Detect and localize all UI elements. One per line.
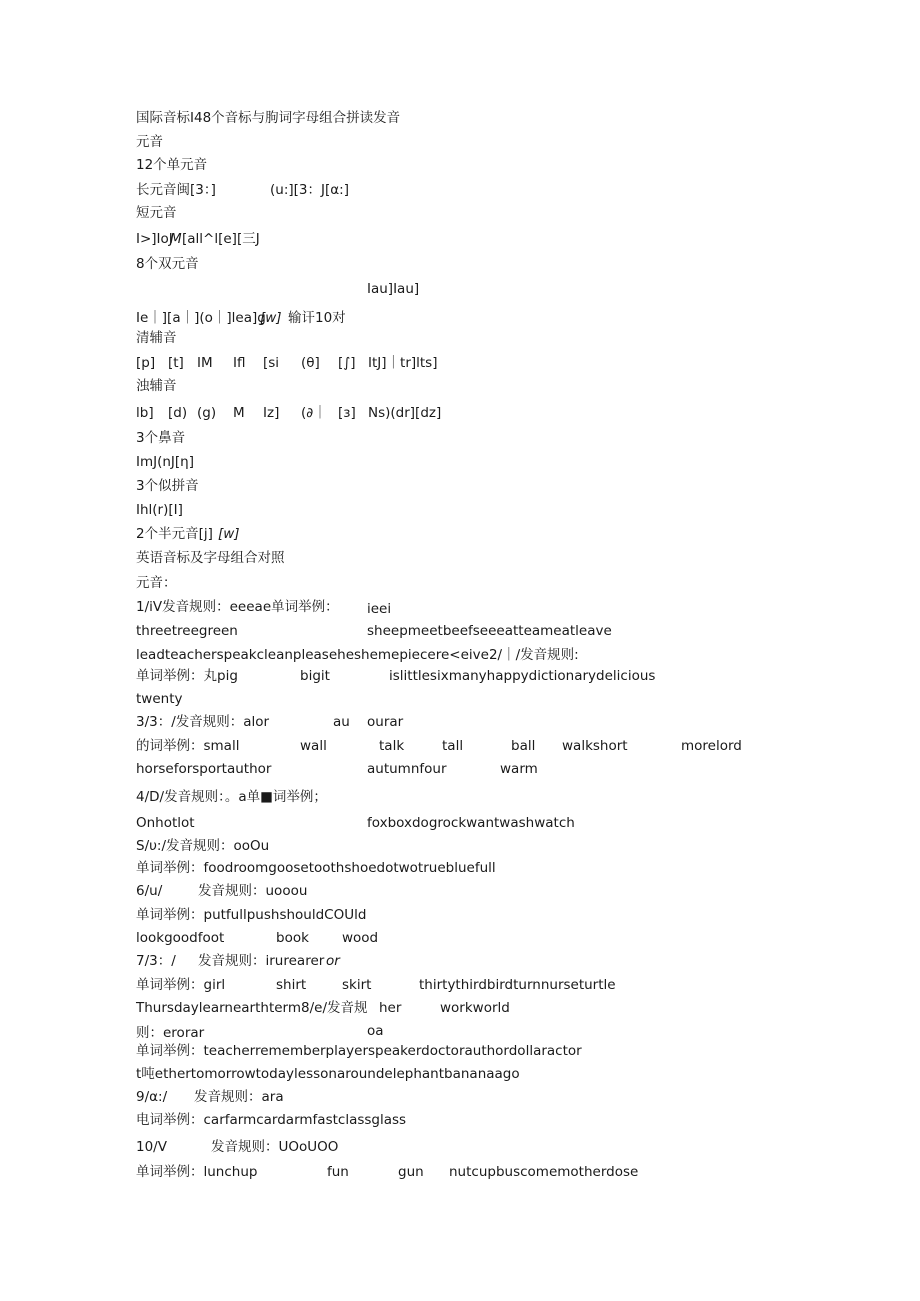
long-vowels-line (136, 181, 736, 199)
diphthongs-line-2 (136, 309, 736, 327)
rule-1: 1∕iV发音规则：eeeae单词举例： (136, 599, 339, 615)
document-title: 国际音标I48个音标与朐词字母组合拼读发音 (136, 110, 401, 126)
rule-1-tail: ieei (367, 601, 392, 617)
rule-7-line (136, 952, 536, 970)
vowels-heading: 元音 (136, 134, 163, 150)
voiceless-row (136, 354, 736, 372)
rule-3-ourar: ourar (367, 714, 404, 730)
rule-10-detail: 发音规则：UOoUOO (211, 1139, 339, 1155)
rule-6-detail: 发音规则：uooou (198, 883, 308, 899)
voiceless-heading: 清辅音 (136, 330, 177, 346)
rule-3-au: au (333, 714, 350, 730)
short-vowels-b: M (170, 231, 182, 247)
example-10a: 单词举例：lunchup (136, 1164, 258, 1180)
semivowels-line (136, 525, 436, 543)
example-2b: bigit (300, 668, 330, 684)
monophthongs-heading: 12个单元音 (136, 157, 208, 173)
example-7c: skirt (342, 977, 372, 993)
example-1a: threetreegreen (136, 623, 238, 639)
example-7-line (136, 976, 776, 994)
rule-5: S/υ:/发音规则：ooOu (136, 838, 270, 854)
comparison-heading: 英语音标及字母组合对照 (136, 550, 285, 566)
example-10b: fun (327, 1164, 349, 1180)
diphthongs-italic: [w] (260, 310, 282, 326)
voiceless-1: [p] (136, 355, 156, 371)
diphthongs-line-1: Iau]Iau] (367, 281, 420, 297)
example-7a: 单词举例：girl (136, 977, 226, 993)
example-7b: shirt (276, 977, 307, 993)
voiced-3: (g) (197, 405, 217, 421)
rule-9-line (136, 1088, 536, 1106)
example-6b: lookgoodfoot (136, 930, 225, 946)
rule-6: 6/u/ (136, 883, 163, 899)
example-3h: horseforsportauthor (136, 761, 272, 777)
voiceless-7: [∫] (338, 355, 356, 371)
example-3a: 的词举例：small (136, 738, 240, 754)
example-9: 电词举例：carfarmcardarmfastclassglass (136, 1112, 407, 1128)
short-vowels-heading: 短元音 (136, 205, 177, 221)
rule-10-line (136, 1138, 536, 1156)
example-3-line (136, 737, 776, 755)
example-2a: 单词举例：丸pig (136, 668, 238, 684)
rule-9: 9∕α:/ (136, 1089, 168, 1105)
diphthongs-heading: 8个双元音 (136, 256, 199, 272)
example-2d: twenty (136, 691, 183, 707)
example-1c: leadteacherspeakcleanpleaseheshemepiecere<eive2∕｜∕发音规则: (136, 647, 579, 663)
voiceless-3: IM (197, 355, 213, 371)
example-3e: ball (511, 738, 536, 754)
example-3f: walkshort (562, 738, 628, 754)
voiced-1: lb] (136, 405, 154, 421)
example-6-line-2 (136, 929, 536, 947)
liquids-symbols: Ihl(r)[I] (136, 502, 183, 518)
rule-7: 7/3：/ (136, 953, 176, 969)
example-3-line-2 (136, 760, 636, 778)
voiced-6: (∂｜ (301, 405, 327, 421)
example-6d: wood (342, 930, 379, 946)
voiceless-8: ItJ]｜tr]lts] (368, 355, 438, 371)
nasals-heading: 3个鼻音 (136, 430, 186, 446)
rule-4: 4∕D∕发音规则：。a单■词举例； (136, 789, 327, 805)
voiceless-2: [t] (168, 355, 184, 371)
example-7-line-2 (136, 999, 776, 1017)
example-3b: wall (300, 738, 327, 754)
example-5: 单词举例：foodroomgoosetoothshoedotwotruebluefull (136, 860, 496, 876)
example-7f: her (379, 1000, 402, 1016)
nasals-symbols: ImJ(nJ[η] (136, 454, 195, 470)
example-1b: sheepmeetbeefseeeatteameatleave (367, 623, 612, 639)
example-10-line (136, 1163, 776, 1181)
voiced-7: [з] (338, 405, 356, 421)
voiced-2: [d) (168, 405, 188, 421)
rule-3-line (136, 713, 536, 731)
example-3i: autumnfour (367, 761, 447, 777)
rule-8-tail: oa (367, 1023, 384, 1039)
semivowels-italic: [w] (218, 526, 240, 542)
voiced-4: M (233, 405, 245, 421)
short-vowels-c: [all^l[e][三J (182, 231, 260, 247)
vowels-label: 元音： (136, 575, 177, 591)
voiced-heading: 浊辅音 (136, 378, 177, 394)
example-8a: 单词举例：teacherrememberplayerspeakerdoctorauthordollaractor (136, 1043, 582, 1059)
rule-7-or: or (326, 953, 340, 969)
short-vowels-a: I>]IoJ (136, 231, 173, 247)
voiced-8: Ns)(dr][dz] (368, 405, 442, 421)
example-7e: Thursdaylearnearthterm8∕e∕发音规 (136, 1000, 368, 1016)
rule-10: 10∕V (136, 1139, 167, 1155)
example-2c: islittlesixmanyhappydictionarydelicious (389, 668, 656, 684)
example-8b: t吨ethertomorrowtodaylessonaroundelephantbananaago (136, 1066, 520, 1082)
example-6c: book (276, 930, 309, 946)
rule-3: 3/3：/发音规则：alor (136, 714, 270, 730)
example-2-line (136, 667, 776, 685)
example-6a: 单词举例：putfullpushshouldCOUld (136, 907, 367, 923)
diphthongs-symbols: Ie｜][a｜](o｜]lea]g (136, 310, 266, 326)
example-7g: workworld (440, 1000, 510, 1016)
voiceless-4: Ifl (233, 355, 246, 371)
rule-8: 则：erorar (136, 1025, 205, 1041)
example-10c: gun (398, 1164, 424, 1180)
long-vowels-label: 长元音闽[3：] (136, 182, 216, 198)
rule-9-detail: 发音规则：ara (194, 1089, 284, 1105)
example-4-line (136, 814, 776, 832)
example-3c: talk (379, 738, 405, 754)
voiceless-5: [si (263, 355, 280, 371)
example-10d: nutcupbuscomemotherdose (449, 1164, 639, 1180)
example-3d: tall (442, 738, 464, 754)
example-3g: morelord (681, 738, 742, 754)
liquids-heading: 3个似拼音 (136, 478, 199, 494)
rule-6-line (136, 882, 536, 900)
example-7d: thirtythirdbirdturnnurseturtle (419, 977, 616, 993)
voiced-row (136, 404, 736, 422)
semivowels-label: 2个半元音[j] (136, 526, 213, 542)
diphthongs-tail: 输讦10对 (288, 310, 346, 326)
example-4b: foxboxdogrockwantwashwatch (367, 815, 575, 831)
voiceless-6: (θ] (301, 355, 320, 371)
example-3j: warm (500, 761, 538, 777)
short-vowels-line (136, 230, 736, 248)
voiced-5: Iz] (263, 405, 280, 421)
example-4a: Onhotlot (136, 815, 195, 831)
long-vowels-symbols: (u:][3：J[α:] (270, 182, 349, 198)
rule-7-detail: 发音规则：irurearer (198, 953, 325, 969)
